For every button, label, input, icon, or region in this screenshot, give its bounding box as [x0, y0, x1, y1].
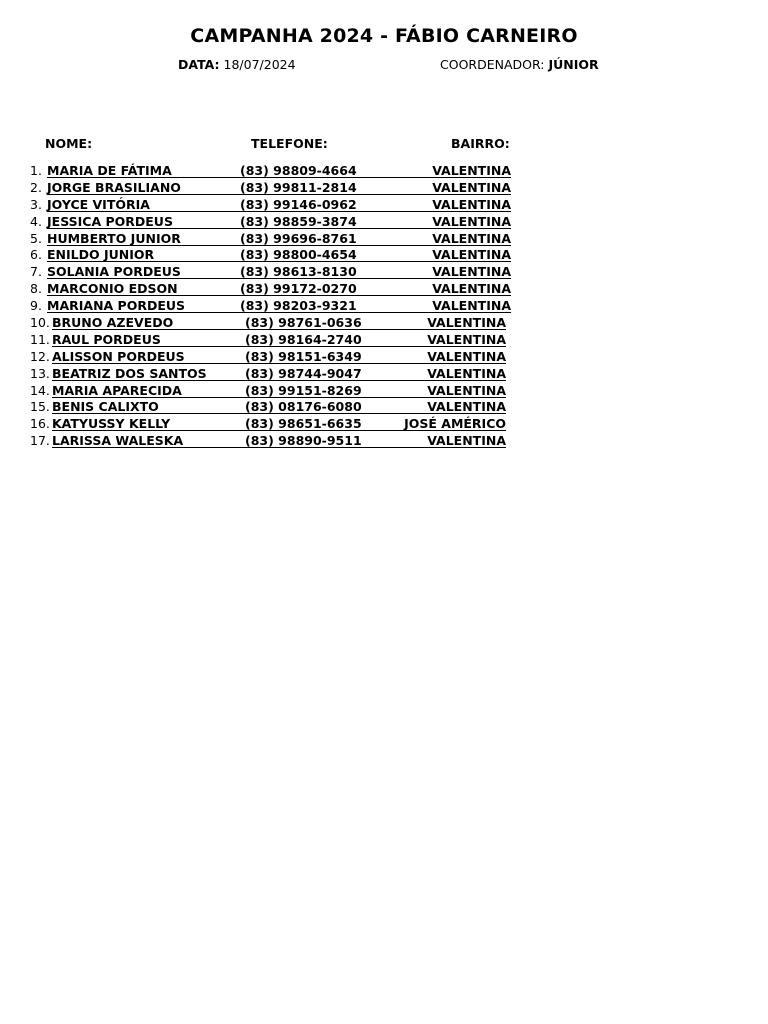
item-underline — [52, 314, 506, 330]
item-underline — [52, 365, 506, 381]
item-bairro: VALENTINA — [432, 196, 511, 212]
item-name: KATYUSSY KELLY — [52, 416, 171, 432]
date-line — [178, 57, 296, 72]
item-phone: (83) 98761-0636 — [245, 315, 362, 331]
item-bairro: VALENTINA — [427, 315, 506, 331]
item-name: JORGE BRASILIANO — [47, 179, 181, 195]
item-name: MARCONIO EDSON — [47, 281, 178, 297]
item-name: MARIANA PORDEUS — [47, 298, 186, 314]
item-phone: (83) 99696-8761 — [240, 230, 357, 246]
item-number: 1. — [30, 163, 42, 178]
item-name: BEATRIZ DOS SANTOS — [52, 365, 207, 381]
item-number: 15. — [30, 399, 50, 415]
list-item — [0, 280, 768, 297]
item-phone: (83) 99811-2814 — [240, 179, 357, 195]
item-number: 12. — [30, 348, 50, 364]
list-item — [0, 415, 768, 432]
item-number: 10. — [30, 315, 50, 331]
item-bairro: VALENTINA — [432, 247, 511, 263]
item-underline — [47, 179, 511, 195]
item-bairro: VALENTINA — [427, 365, 506, 381]
date-value: 18/07/2024 — [223, 57, 296, 72]
column-header-phone: TELEFONE: — [251, 136, 328, 151]
item-phone: (83) 98164-2740 — [245, 331, 362, 347]
item-underline — [47, 213, 511, 229]
item-bairro: VALENTINA — [432, 281, 511, 297]
item-underline — [47, 196, 511, 212]
item-name: SOLANIA PORDEUS — [47, 264, 181, 280]
list-item — [0, 432, 768, 449]
item-name: HUMBERTO JUNIOR — [47, 230, 181, 246]
page-title: CAMPANHA 2024 - FÁBIO CARNEIRO — [190, 25, 578, 47]
item-underline — [47, 230, 511, 246]
list-item — [0, 398, 768, 415]
list-item — [0, 213, 768, 230]
item-phone: (83) 98613-8130 — [240, 264, 357, 280]
item-phone: (83) 98809-4664 — [240, 163, 357, 178]
item-bairro: VALENTINA — [432, 179, 511, 195]
item-number: 5. — [30, 230, 42, 246]
item-name: MARIA DE FÁTIMA — [47, 163, 172, 178]
item-name: RAUL PORDEUS — [52, 331, 161, 347]
list-item — [0, 179, 768, 196]
item-phone: (83) 98744-9047 — [245, 365, 362, 381]
list-item — [0, 382, 768, 399]
item-bairro: VALENTINA — [427, 331, 506, 347]
item-underline — [52, 382, 506, 398]
item-phone: (83) 99146-0962 — [240, 196, 357, 212]
item-phone: (83) 98800-4654 — [240, 247, 357, 263]
item-underline — [52, 432, 506, 448]
item-bairro: VALENTINA — [427, 433, 506, 449]
item-name: JESSICA PORDEUS — [47, 213, 173, 229]
list-item — [0, 348, 768, 365]
item-phone: (83) 08176-6080 — [245, 399, 362, 415]
item-name: MARIA APARECIDA — [52, 382, 182, 398]
item-number: 3. — [30, 196, 42, 212]
item-name: JOYCE VITÓRIA — [47, 196, 150, 212]
item-phone: (83) 98890-9511 — [245, 433, 362, 449]
item-number: 7. — [30, 264, 42, 280]
item-number: 13. — [30, 365, 50, 381]
date-label: DATA: — [178, 57, 220, 72]
item-underline — [52, 348, 506, 364]
item-underline — [47, 280, 511, 296]
list-item — [0, 162, 768, 179]
item-phone: (83) 99151-8269 — [245, 382, 362, 398]
coordinator-value: JÚNIOR — [548, 57, 599, 72]
item-bairro: VALENTINA — [432, 298, 511, 314]
item-bairro: VALENTINA — [427, 382, 506, 398]
item-name: ENILDO JUNIOR — [47, 247, 155, 263]
item-bairro: VALENTINA — [432, 163, 511, 178]
item-underline — [47, 246, 511, 262]
item-underline — [52, 398, 506, 414]
item-phone: (83) 98151-6349 — [245, 348, 362, 364]
item-bairro: VALENTINA — [432, 264, 511, 280]
contact-list — [0, 162, 768, 449]
list-item — [0, 314, 768, 331]
item-underline — [52, 415, 506, 431]
item-phone: (83) 99172-0270 — [240, 281, 357, 297]
item-number: 2. — [30, 179, 42, 195]
column-header-bairro: BAIRRO: — [451, 136, 510, 151]
item-number: 14. — [30, 382, 50, 398]
item-bairro: VALENTINA — [427, 399, 506, 415]
item-number: 6. — [30, 247, 42, 263]
list-item — [0, 263, 768, 280]
item-bairro: JOSÉ AMÉRICO — [404, 416, 506, 432]
item-number: 9. — [30, 298, 42, 314]
item-number: 16. — [30, 416, 50, 432]
item-bairro: VALENTINA — [427, 348, 506, 364]
item-name: ALISSON PORDEUS — [52, 348, 185, 364]
item-number: 8. — [30, 281, 42, 297]
item-bairro: VALENTINA — [432, 213, 511, 229]
coordinator-label: COORDENADOR: — [440, 57, 545, 72]
item-number: 11. — [30, 331, 50, 347]
list-item — [0, 331, 768, 348]
item-underline — [47, 263, 511, 279]
item-name: BRUNO AZEVEDO — [52, 315, 174, 331]
column-header-name: NOME: — [45, 136, 93, 151]
list-item — [0, 196, 768, 213]
coordinator-line — [440, 57, 599, 72]
item-name: BENIS CALIXTO — [52, 399, 159, 415]
item-number: 4. — [30, 213, 42, 229]
list-item — [0, 297, 768, 314]
item-phone: (83) 98651-6635 — [245, 416, 362, 432]
item-number: 17. — [30, 433, 50, 449]
item-phone: (83) 98203-9321 — [240, 298, 357, 314]
list-item — [0, 246, 768, 263]
item-name: LARISSA WALESKA — [52, 433, 184, 449]
item-phone: (83) 98859-3874 — [240, 213, 357, 229]
list-item — [0, 230, 768, 247]
item-bairro: VALENTINA — [432, 230, 511, 246]
list-item — [0, 365, 768, 382]
item-underline — [47, 297, 511, 313]
item-underline — [52, 331, 506, 347]
item-underline — [47, 162, 511, 178]
